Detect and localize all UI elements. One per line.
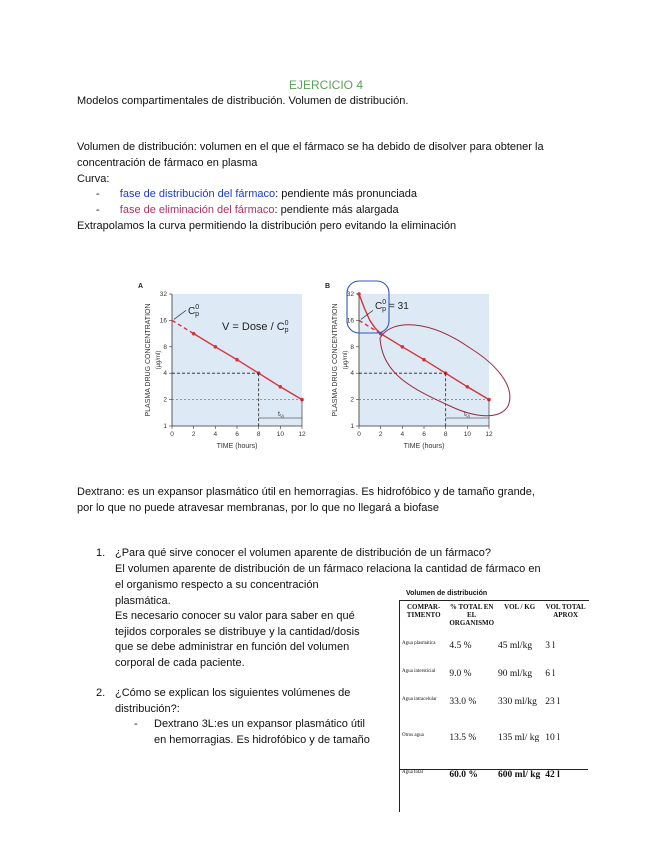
panel-a-ylabel: PLASMA DRUG CONCENTRATION <box>145 303 152 417</box>
row-vol-kg: 45 ml/kg <box>498 641 533 651</box>
dextran-line-2: por lo que no puede atravesar membranas, por lo que no llegará a biofase <box>77 502 440 514</box>
panel-b-x-tick-label: 0 <box>357 431 361 438</box>
panel-a-y-tick-label: 2 <box>163 396 167 404</box>
panel-a-y-tick-label: 32 <box>159 291 167 298</box>
q2-title-line: distribución?: <box>115 703 180 715</box>
curve-label: Curva: <box>77 173 110 185</box>
header-percent: % TOTAL EN EL ORGANISMO <box>449 603 495 627</box>
q1-answer-line: el organismo respecto a su concentración <box>115 579 319 591</box>
dextran-line-1: Dextrano: es un expansor plasmático útil en hemorragias. Es hidrofóbico y de tamaño grande, <box>77 486 535 498</box>
header-vol-kg: VOL / KG <box>504 603 536 611</box>
table-row <box>400 697 588 733</box>
row-percent: 60.0 % <box>449 769 478 780</box>
panel-a-y-tick-label: 16 <box>159 317 167 325</box>
pharmacokinetic-figure <box>130 278 530 458</box>
q1-answer-line: tejidos corporales se distribuye y la cantidad/dosis <box>115 626 360 638</box>
panel-b-data-point <box>357 292 361 296</box>
distribution-phase-label: fase de distribución del fármaco <box>119 188 276 200</box>
table-row <box>400 641 588 669</box>
panel-b-x-tick-label: 12 <box>485 431 493 438</box>
panel-b-letter: B <box>325 283 331 290</box>
row-vol-total: 42 l <box>545 769 560 780</box>
table-row <box>400 669 588 697</box>
panel-a-data-point <box>279 385 283 389</box>
elimination-phase-label: fase de eliminación del fármaco <box>119 204 275 216</box>
distribution-phase-desc: : pendiente más pronunciada <box>275 188 417 200</box>
q1-answer-line: plasmática. <box>115 595 171 607</box>
header-compartment: COMPAR-TIMENTO <box>406 603 441 619</box>
row-vol-total: 3 l <box>545 641 556 651</box>
row-compartment: Agua intersticial <box>402 669 436 674</box>
row-percent: 9.0 % <box>449 669 472 679</box>
q2-sub-line: en hemorragias. Es hidrofóbico y de tamaño <box>154 734 370 746</box>
panel-a-y-tick-label: 8 <box>163 343 167 351</box>
row-compartment: Agua total <box>402 769 423 775</box>
panel-a-x-tick-label: 4 <box>213 431 218 438</box>
panel-a-x-tick-label: 8 <box>256 431 261 438</box>
row-compartment: Agua intracelular <box>402 697 437 702</box>
q2-bullet-dash: - <box>134 718 138 730</box>
panel-a-half-life: $t_{\frac{1}{2}}$ <box>278 411 285 420</box>
panel-b-y-tick-label: 4 <box>350 370 354 378</box>
panel-b-y-tick-label: 16 <box>346 317 354 325</box>
panel-a-x-tick-label: 6 <box>235 431 239 438</box>
row-vol-kg: 330 ml/kg <box>498 697 537 707</box>
panel-b-y-tick-label: 2 <box>350 396 354 404</box>
volume-formula: V = Dose / $C^0$ p <box>222 320 289 334</box>
table-row-total <box>400 769 588 805</box>
header-vol-total: VOL TOTAL APROX <box>545 603 586 619</box>
panel-b-x-tick-label: 8 <box>443 431 448 438</box>
panel-a-x-tick-label: 10 <box>276 431 284 438</box>
panel-a-x-tick-label: 0 <box>170 431 174 438</box>
panel-b-data-point <box>422 358 426 362</box>
panel-b-y-tick-label: 8 <box>350 343 354 351</box>
volume-table <box>400 603 588 805</box>
bullet-dash: - <box>96 188 100 200</box>
bullet-dash: - <box>96 204 100 216</box>
q1-answer-line: El volumen aparente de distribución de un fármaco relaciona la cantidad de fármaco en <box>115 563 541 575</box>
row-vol-kg: 600 ml/ kg <box>498 769 541 780</box>
row-vol-kg: 135 ml/ kg <box>498 733 540 743</box>
table-header-row <box>400 603 588 641</box>
row-vol-kg: 90 ml/kg <box>498 669 533 679</box>
row-vol-total: 10 l <box>545 733 560 743</box>
panel-a-y-tick-label: 1 <box>163 423 167 430</box>
panel-b-xlabel: TIME (hours) <box>403 443 445 450</box>
panel-b-x-tick-label: 2 <box>378 431 383 438</box>
panel-b-ylabel: PLASMA DRUG CONCENTRATION <box>332 303 339 417</box>
panel-a-y-tick-label: 4 <box>163 370 167 378</box>
panel-a-data-point <box>235 358 239 362</box>
row-percent: 4.5 % <box>449 641 472 651</box>
elimination-phase-desc: : pendiente más alargada <box>274 204 399 216</box>
table-row <box>400 733 588 769</box>
q1-answer-line: corporal de cada paciente. <box>115 657 245 669</box>
q2-title-line: ¿Cómo se explican los siguientes volúmenes de <box>115 687 351 699</box>
q2-sub-line: Dextrano 3L:es un expansor plasmático útil <box>154 718 365 730</box>
row-vol-total: 6 l <box>545 669 556 679</box>
extrapolation-text: Extrapolamos la curva permitiendo la distribución pero evitando la eliminación <box>77 220 457 232</box>
row-compartment: Agua plasmática <box>402 641 436 646</box>
panel-b-y-tick-label: 32 <box>346 291 354 298</box>
exercise-title: EJERCICIO 4 <box>289 78 364 92</box>
q1-answer-line: que se debe administrar en función del volumen <box>115 641 350 653</box>
panel-a-data-point <box>214 345 218 349</box>
row-percent: 33.0 % <box>449 697 477 707</box>
panel-a-xlabel: TIME (hours) <box>216 443 258 450</box>
panel-b-y-tick-label: 1 <box>350 423 354 430</box>
table-top-rule <box>399 600 589 601</box>
table-caption: Volumen de distribución <box>406 590 488 597</box>
definition-line-1: Volumen de distribución: volumen en el que el fármaco se ha debido de disolver para obtener la <box>77 141 544 153</box>
q2-number: 2. <box>96 687 106 699</box>
q1-title: ¿Para qué sirve conocer el volumen aparente de distribución de un fármaco? <box>115 547 492 559</box>
definition-line-2: concentración de fármaco en plasma <box>77 157 258 169</box>
panel-b-x-tick-label: 6 <box>422 431 426 438</box>
panel-b-x-tick-label: 4 <box>400 431 405 438</box>
panel-a-c0-label: $C^0$ p <box>188 304 200 318</box>
panel-b-x-tick-label: 10 <box>463 431 471 438</box>
panel-a-x-tick-label: 2 <box>191 431 196 438</box>
panel-b-c0-label: $C^0$ p = 31 <box>375 299 409 313</box>
panel-b-data-point <box>466 385 470 389</box>
panel-a-x-tick-label: 12 <box>298 431 306 438</box>
panel-b-half-life: $t_{\frac{1}{2}}$ <box>464 411 471 420</box>
row-compartment: Otros agua <box>402 733 424 738</box>
row-percent: 13.5 % <box>449 733 477 743</box>
row-vol-total: 23 l <box>545 697 560 707</box>
subtitle: Modelos compartimentales de distribución. Volumen de distribución. <box>77 95 409 107</box>
panel-a-letter: A <box>138 283 144 290</box>
panel-a-yunit: (μg/ml) <box>156 350 162 370</box>
q1-answer-line: Es necesario conocer su valor para saber en qué <box>115 610 355 622</box>
panel-b-yunit: (μg/ml) <box>343 350 349 370</box>
q1-number: 1. <box>96 547 106 559</box>
bullet-elimination <box>96 204 399 216</box>
bullet-distribution <box>96 188 417 200</box>
panel-b-data-point <box>401 345 405 349</box>
